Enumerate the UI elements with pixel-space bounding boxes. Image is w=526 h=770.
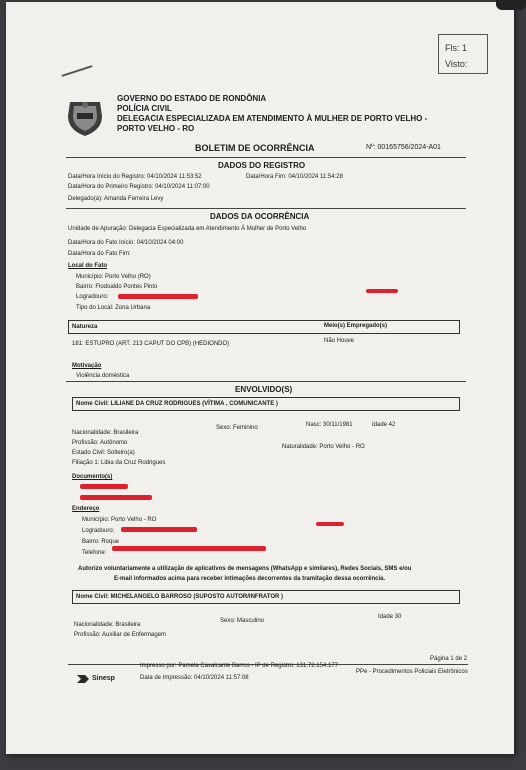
redaction-mark xyxy=(80,484,128,489)
vitima-sexo: Sexo: Feminino xyxy=(216,425,258,431)
envolvidos-heading: ENVOLVIDO(S) xyxy=(235,385,293,394)
folio-box xyxy=(438,34,488,74)
documentos-heading: Documento(s) xyxy=(72,474,113,480)
local-municipio: Município: Porto Velho (RO) xyxy=(76,274,151,280)
endereco-bairro: Bairro: Roque xyxy=(82,539,120,545)
vitima-idade: Idade 42 xyxy=(372,422,396,428)
header-line-4: PORTO VELHO - RO xyxy=(117,124,195,133)
report-number: Nº: 00165756/2024-A01 xyxy=(366,144,441,151)
vitima-nome: Nome Civil: LILIANE DA CRUZ RODRIGUES (VÍTIMA , COMUNICANTE ) xyxy=(76,401,278,407)
registro-inicio: Data/Hora Início do Registro: 04/10/2024 11:53:52 xyxy=(68,174,202,180)
page-number: Página 1 de 2 xyxy=(430,656,468,662)
local-heading: Local do Fato xyxy=(68,263,107,269)
registro-fim: Data/Hora Fim: 04/10/2024 11:54:28 xyxy=(246,174,343,180)
registro-primeiro: Data/Hora do Primeiro Registro: 04/10/2024 11:07:00 xyxy=(68,184,210,190)
vitima-nacionalidade: Nacionalidade: Brasileira xyxy=(72,430,139,436)
autor-nacionalidade: Nacionalidade: Brasileira xyxy=(74,622,141,628)
redaction-mark xyxy=(121,527,197,532)
natureza-header-box xyxy=(68,320,460,334)
corner-object xyxy=(496,0,526,10)
endereco-telefone: Telefone: xyxy=(82,550,107,556)
autor-nome: Nome Civil: MICHELANGELO BARROSO (SUPOSTO AUTOR/INFRATOR ) xyxy=(76,594,284,600)
ocorrencia-unidade: Unidade de Apuração: Delegacia Especializada em Atendimento À Mulher de Porto Velho xyxy=(68,226,307,232)
vitima-nasc: Nasc: 30/11/1981 xyxy=(306,422,353,428)
pen-mark xyxy=(61,65,92,77)
vitima-filiacao: Filiação 1: Libia da Cruz Rodrigues xyxy=(72,460,166,466)
sinesp-logo-text: Sinesp xyxy=(92,675,115,682)
divider xyxy=(66,208,466,209)
header-line-2: POLÍCIA CIVIL xyxy=(117,104,172,113)
registro-delegado: Delegado(a): Amanda Ferreira Levy xyxy=(68,196,164,202)
vitima-profissao: Profissão: Autônomo xyxy=(72,440,128,446)
header-line-3: DELEGACIA ESPECIALIZADA EM ATENDIMENTO À MULHER DE PORTO VELHO - xyxy=(117,114,428,123)
paper-sheet xyxy=(6,2,514,754)
local-logradouro: Logradouro: xyxy=(76,294,109,300)
fato-inicio: Data/Hora do Fato Início: 04/10/2024 04:00 xyxy=(68,240,184,246)
police-badge-icon xyxy=(64,96,106,138)
footer-impresso: Impresso por: Pamela Cavalcante Barros - IP de Registro: 131.72.154.177 xyxy=(140,663,338,669)
endereco-heading: Endereço xyxy=(72,506,100,512)
redaction-mark xyxy=(80,495,152,500)
motivacao-heading: Motivação xyxy=(72,363,102,369)
folio-visto: Visto: xyxy=(445,59,468,69)
footer-ppe: PPe - Procedimentos Policiais Eletrônicos xyxy=(356,669,468,675)
local-bairro: Bairro: Flodoaldo Pontes Pinto xyxy=(76,284,158,290)
divider xyxy=(66,381,466,382)
natureza-value: 181: ESTUPRO (ART. 213 CAPUT DO CPB) (HEDIONDO) xyxy=(72,341,230,347)
footer-data: Data de Impressão: 04/10/2024 11:57:08 xyxy=(140,675,249,681)
autor-sexo: Sexo: Masculino xyxy=(220,618,265,624)
folio-number: Fls: 1 xyxy=(445,43,468,53)
endereco-logradouro: Logradouro: xyxy=(82,528,115,534)
local-tipo: Tipo do Local: Zona Urbana xyxy=(76,305,151,311)
natureza-col-header: Natureza xyxy=(72,324,98,330)
redaction-mark xyxy=(316,522,344,526)
vitima-naturalidade: Naturalidade: Porto Velho - RO xyxy=(282,444,365,450)
motivacao-value: Violência doméstica xyxy=(76,373,130,379)
autorizo-line-2: E-mail informados acima para receber intimações decorrentes da tramitação dessa ocorrência. xyxy=(114,576,386,582)
report-title: BOLETIM DE OCORRÊNCIA xyxy=(195,143,315,153)
autor-profissao: Profissão: Auxiliar de Enfermagem xyxy=(74,632,167,638)
redaction-mark xyxy=(366,289,398,293)
redaction-mark xyxy=(118,294,198,299)
autorizo-line-1: Autorizo voluntariamente a utilização de aplicativos de mensagens (WhatsApp e similares), Redes Sociais, SMS e/ou xyxy=(78,566,412,572)
meio-col-header: Meio(s) Empregado(s) xyxy=(324,323,388,329)
autor-idade: Idade 30 xyxy=(378,614,402,620)
vitima-estado-civil: Estado Civil: Solteiro(a) xyxy=(72,450,135,456)
ocorrencia-heading: DADOS DA OCORRÊNCIA xyxy=(210,212,310,221)
registro-heading: DADOS DO REGISTRO xyxy=(218,161,306,170)
header-line-1: GOVERNO DO ESTADO DE RONDÔNIA xyxy=(117,94,267,103)
sinesp-logo-icon xyxy=(76,672,90,686)
fato-fim: Data/Hora do Fato Fim: xyxy=(68,251,131,257)
meio-value: Não Houve xyxy=(324,338,355,344)
endereco-municipio: Município: Porto Velho - RO xyxy=(82,517,157,523)
divider xyxy=(66,157,466,158)
redaction-mark xyxy=(112,546,266,551)
